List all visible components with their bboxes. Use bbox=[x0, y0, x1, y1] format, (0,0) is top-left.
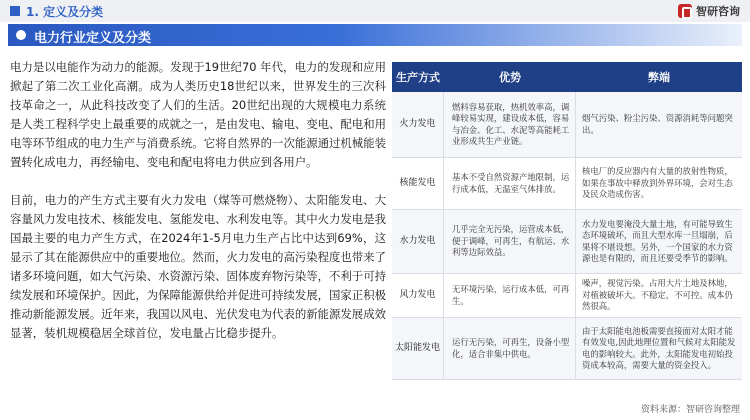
breadcrumb: 1. 定义及分类 bbox=[26, 5, 104, 19]
cell-type: 水力发电 bbox=[392, 210, 444, 273]
paragraph-1: 电力是以电能作为动力的能源。发现于19世纪70 年代，电力的发现和应用掀起了第二次工业化高潮。成为人类历史18世纪以来，世界发生的三次科技革命之一，从此科技改变了人们的生活。20世纪出现的大规模电力系统是人类工程科学史上最重要的成就之一，是由发电、输电、变电、配电和用电等环节组成的电力生产与消费系统。它将自然界的一次能源通过机械能装置转化成电力，再经输电、变电和配电将电力供应到各用户。 bbox=[10, 60, 386, 169]
cell-type: 风力发电 bbox=[392, 274, 444, 317]
cell-advantage: 基本不受自然资源产地限制，运行成本低，无温室气体排放。 bbox=[444, 158, 576, 209]
page-title: 电力行业定义及分类 bbox=[34, 31, 152, 46]
paragraph-2: 目前，电力的产生方式主要有火力发电（煤等可燃烧物）、太阳能发电、大容量风力发电技术、核能发电、氢能发电、水利发电等。其中火力发电是我国最主要的电力产生方式，在2024年1-5月电力生产占比中达到69%，这显示了其在能源供应中的重要地位。然而，火力发电的高污染程度也带来了诸多环境问题，如大气污染、水资源污染、固体废弃物污染等，不利于可持续发展和环境保护。因此，为保障能源供给并促进可持续发展，国家正积极推动新能源发展。近年来，我国以风电、光伏发电为代表的新能源发展成效显著，装机规模稳居全球首位，发电量占比稳步提升。 bbox=[10, 193, 386, 340]
banner-dot-icon bbox=[16, 30, 26, 40]
cell-advantage: 几乎完全无污染，运营成本低，便于调峰，可再生，有航运、水利等边际效益。 bbox=[444, 210, 576, 273]
cell-type: 火力发电 bbox=[392, 92, 444, 157]
cell-disadvantage: 烟气污染、粉尘污染、资源消耗等问题突出。 bbox=[582, 113, 733, 135]
cell-disadvantage: 噪声，视觉污染。占用大片土地及林地，对植被破坏大。不稳定，不可控。成本仍然很高。 bbox=[582, 278, 733, 312]
top-bar bbox=[0, 0, 750, 22]
table-row bbox=[392, 158, 742, 210]
table-row bbox=[392, 92, 742, 158]
cell-advantage: 燃料容易获取，热机效率高，调峰较易实现，建设成本低，容易与冶金、化工、水泥等高能耗工业形成共生产业链。 bbox=[444, 92, 576, 157]
section-banner bbox=[8, 24, 742, 46]
cell-disadvantage: 水力发电要淹没大量土地，有可能导致生态环境破坏，而且大型水库一旦塌崩，后果将不堪设想。另外，一个国家的水力资源也是有限的，而且还要受季节的影响。 bbox=[582, 218, 733, 263]
logo-icon bbox=[678, 4, 692, 18]
cell-advantage: 无环境污染，运行成本低，可再生。 bbox=[444, 274, 576, 317]
table-row bbox=[392, 210, 742, 274]
table-row bbox=[392, 274, 742, 318]
header-advantage: 优势 bbox=[499, 71, 521, 84]
brand-logo bbox=[678, 3, 740, 19]
cell-disadvantage: 核电厂的反应器内有大量的放射性物质，如果在事故中释放到外界环境，会对生态及民众造成伤害。 bbox=[582, 166, 733, 200]
logo-text: 智研咨询 bbox=[696, 5, 740, 18]
header-type: 生产方式 bbox=[396, 71, 440, 84]
cell-disadvantage: 由于太阳能电池板需要直接面对太阳才能有效发电,因此地理位置和气候对太阳能发电的影响较大。此外，太阳能发电初始投资成本较高，需要大量的资金投入。 bbox=[582, 325, 736, 370]
table-row bbox=[392, 318, 742, 380]
cell-type: 核能发电 bbox=[392, 158, 444, 209]
cell-type: 太阳能发电 bbox=[392, 318, 444, 379]
section-marker-icon bbox=[10, 6, 20, 16]
source-note: 资料来源：智研咨询整理 bbox=[640, 405, 740, 415]
body-text bbox=[10, 58, 386, 343]
cell-advantage: 运行无污染，可再生，设备小型化，适合非集中供电。 bbox=[444, 318, 576, 379]
header-disadvantage: 弊端 bbox=[648, 71, 670, 84]
comparison-table bbox=[392, 62, 742, 408]
table-header bbox=[392, 62, 742, 92]
